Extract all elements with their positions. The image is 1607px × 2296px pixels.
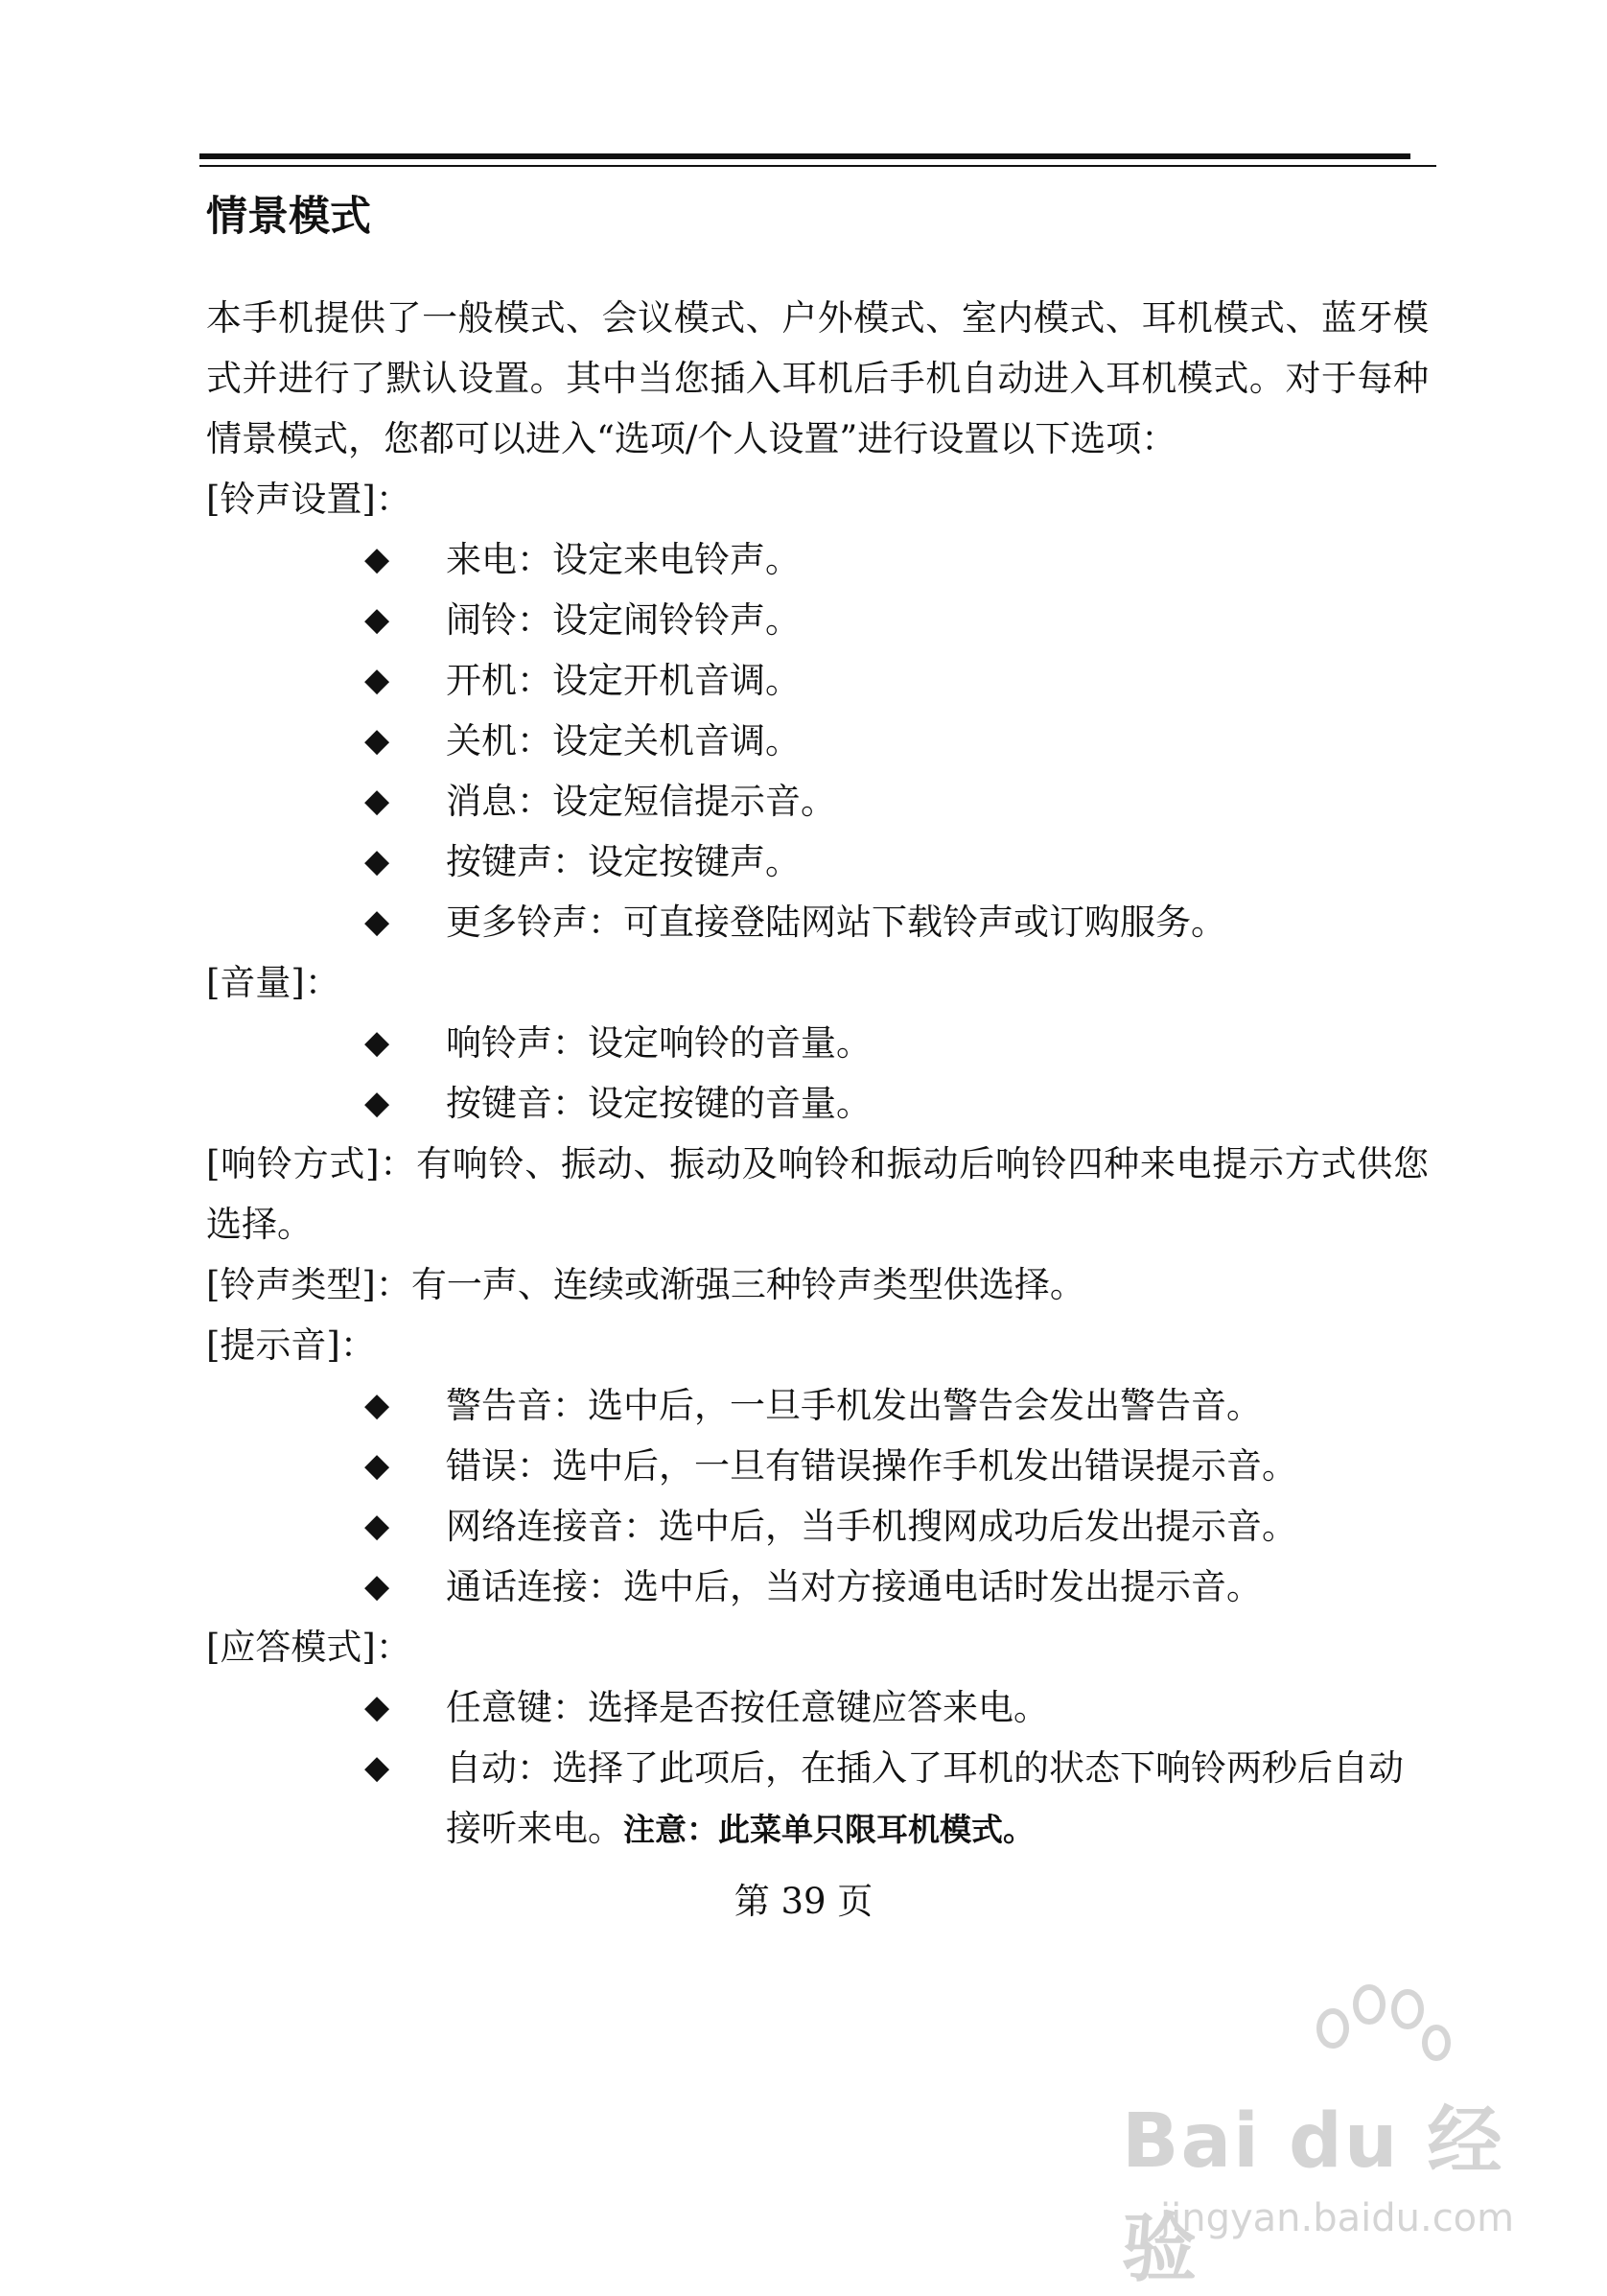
- list-item: ◆ 闹铃：设定闹铃铃声。: [206, 590, 1429, 650]
- answer-heading: [应答模式]：: [206, 1627, 411, 1668]
- header-rule-thin: [199, 165, 1436, 167]
- diamond-bullet-icon: ◆: [364, 782, 390, 820]
- list-item: ◆ 按键音：设定按键的音量。: [206, 1073, 1429, 1134]
- page-number: 第 39 页: [734, 1881, 873, 1922]
- list-item: ◆ 自动：选择了此项后，在插入了耳机的状态下响铃两秒后自动接听来电。注意：此菜单只限耳机模式。: [206, 1738, 1429, 1860]
- diamond-bullet-icon: ◆: [364, 1084, 390, 1122]
- list-item: ◆ 来电：设定来电铃声。: [206, 529, 1429, 590]
- alert-list: [206, 1375, 1429, 1617]
- list-item: ◆ 错误：选中后，一旦有错误操作手机发出错误提示音。: [206, 1436, 1429, 1496]
- list-item: ◆ 关机：设定关机音调。: [206, 711, 1429, 771]
- diamond-bullet-icon: ◆: [364, 661, 390, 699]
- diamond-bullet-icon: ◆: [364, 600, 390, 639]
- watermark-url: jingyan.baidu.com: [1160, 2196, 1515, 2240]
- alert-heading: [提示音]：: [206, 1324, 376, 1366]
- volume-list: [206, 1013, 1429, 1134]
- list-item: ◆ 响铃声：设定响铃的音量。: [206, 1013, 1429, 1073]
- answer-list: [206, 1677, 1429, 1860]
- ringtone-heading: [铃声设置]：: [206, 479, 411, 520]
- intro-paragraph: 本手机提供了一般模式、会议模式、户外模式、室内模式、耳机模式、蓝牙模式并进行了默认设置。其中当您插入耳机后手机自动进入耳机模式。对于每种情景模式，您都可以进入“选项/个人设置”进行设置以下选项：: [206, 297, 1429, 459]
- watermark-logo-text: Bai du 经验: [1122, 2098, 1504, 2292]
- list-item: ◆ 消息：设定短信提示音。: [206, 771, 1429, 832]
- header-rule-thick: [199, 153, 1410, 159]
- diamond-bullet-icon: ◆: [364, 842, 390, 880]
- diamond-bullet-icon: ◆: [364, 902, 390, 941]
- volume-heading: [音量]：: [206, 962, 340, 1003]
- list-item: ◆ 更多铃声：可直接登陆网站下载铃声或订购服务。: [206, 892, 1429, 952]
- diamond-bullet-icon: ◆: [364, 1688, 390, 1726]
- diamond-bullet-icon: ◆: [364, 721, 390, 760]
- diamond-bullet-icon: ◆: [364, 1567, 390, 1605]
- list-item: ◆ 警告音：选中后，一旦手机发出警告会发出警告音。: [206, 1375, 1429, 1436]
- list-item: ◆ 网络连接音：选中后，当手机搜网成功后发出提示音。: [206, 1496, 1429, 1557]
- paw-logo-icon: [1294, 1976, 1457, 2081]
- list-item: ◆ 通话连接：选中后，当对方接通电话时发出提示音。: [206, 1557, 1429, 1617]
- page-title: 情景模式: [206, 193, 371, 241]
- diamond-bullet-icon: ◆: [364, 1446, 390, 1485]
- ring-type-paragraph: [铃声类型]：有一声、连续或渐强三种铃声类型供选择。: [206, 1264, 1085, 1305]
- ring-mode-paragraph: [响铃方式]：有响铃、振动、振动及响铃和振动后响铃四种来电提示方式供您选择。: [206, 1143, 1429, 1245]
- baidu-jingyan-watermark: [1103, 2043, 1515, 2292]
- document-body: [206, 288, 1429, 1860]
- diamond-bullet-icon: ◆: [364, 1748, 390, 1787]
- ringtone-list: [206, 529, 1429, 952]
- note-text: 注意：此菜单只限耳机模式。: [623, 1811, 1035, 1848]
- diamond-bullet-icon: ◆: [364, 1507, 390, 1545]
- list-item: ◆ 按键声：设定按键声。: [206, 832, 1429, 892]
- diamond-bullet-icon: ◆: [364, 1386, 390, 1424]
- diamond-bullet-icon: ◆: [364, 1023, 390, 1062]
- diamond-bullet-icon: ◆: [364, 540, 390, 578]
- list-item: ◆ 开机：设定开机音调。: [206, 650, 1429, 711]
- list-item: ◆ 任意键：选择是否按任意键应答来电。: [206, 1677, 1429, 1738]
